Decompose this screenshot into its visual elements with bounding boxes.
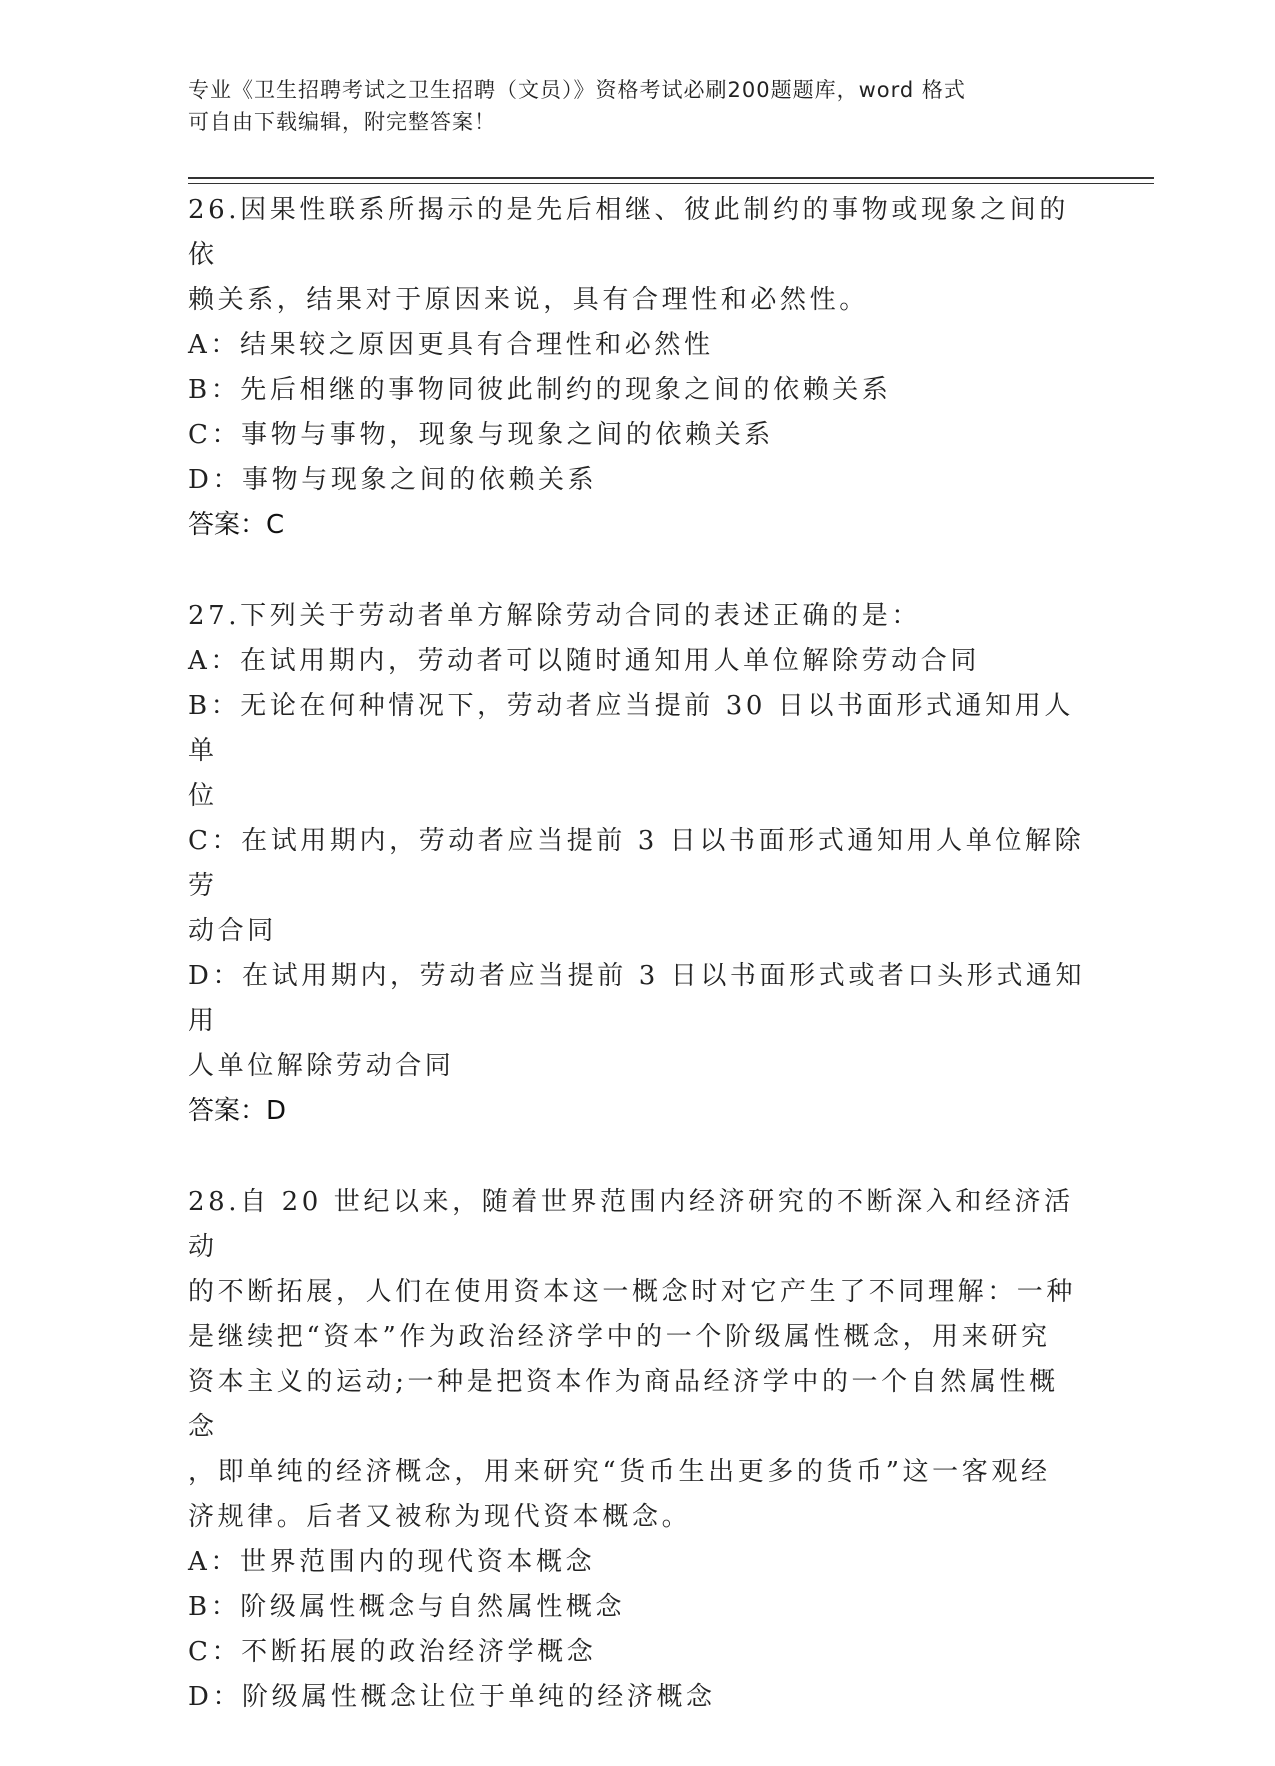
document-header xyxy=(188,74,1068,138)
option-c: C：事物与事物，现象与现象之间的依赖关系 xyxy=(188,420,774,450)
option-b: B：阶级属性概念与自然属性概念 xyxy=(188,1592,626,1622)
question-stem-line: ，即单纯的经济概念，用来研究“货币生出更多的货币”这一客观经 xyxy=(188,1457,1051,1487)
question-list xyxy=(188,188,1088,1766)
option-b: B：无论在何种情况下，劳动者应当提前 30 日以书面形式通知用人单 xyxy=(188,691,1074,766)
question-stem-line: 是继续把“资本”作为政治经济学中的一个阶级属性概念，用来研究 xyxy=(188,1322,1051,1352)
option-d: D：事物与现象之间的依赖关系 xyxy=(188,465,598,495)
question-stem-line: 28.自 20 世纪以来，随着世界范围内经济研究的不断深入和经济活动 xyxy=(188,1187,1074,1262)
option-a: A：在试用期内，劳动者可以随时通知用人单位解除劳动合同 xyxy=(188,646,980,676)
option-b-continued: 位 xyxy=(188,781,218,811)
option-c: C：在试用期内，劳动者应当提前 3 日以书面形式通知用人单位解除劳 xyxy=(188,826,1085,901)
question-stem-line: 济规律。后者又被称为现代资本概念。 xyxy=(188,1502,692,1532)
question-stem-line: 的不断拓展，人们在使用资本这一概念时对它产生了不同理解：一种 xyxy=(188,1277,1077,1307)
header-line-1: 专业《卫生招聘考试之卫生招聘（文员）》资格考试必刷200题题库，word 格式 xyxy=(188,78,966,102)
question-27 xyxy=(188,594,1088,1134)
option-b: B：先后相继的事物同彼此制约的现象之间的依赖关系 xyxy=(188,375,892,405)
option-a: A：世界范围内的现代资本概念 xyxy=(188,1547,596,1577)
question-stem-line: 26.因果性联系所揭示的是先后相继、彼此制约的事物或现象之间的依 xyxy=(188,195,1069,270)
header-line-2: 可自由下载编辑，附完整答案！ xyxy=(188,110,496,134)
question-28 xyxy=(188,1180,1088,1720)
option-a: A：结果较之原因更具有合理性和必然性 xyxy=(188,330,714,360)
answer-line: 答案：C xyxy=(188,510,285,540)
answer-line: 答案：D xyxy=(188,1096,287,1126)
question-stem-line: 资本主义的运动;一种是把资本作为商品经济学中的一个自然属性概念 xyxy=(188,1367,1059,1442)
question-26 xyxy=(188,188,1088,548)
header-rule-thick xyxy=(188,177,1154,179)
option-c: C：不断拓展的政治经济学概念 xyxy=(188,1637,597,1667)
option-d: D：在试用期内，劳动者应当提前 3 日以书面形式或者口头形式通知用 xyxy=(188,961,1086,1036)
question-stem-line: 27.下列关于劳动者单方解除劳动合同的表述正确的是： xyxy=(188,601,921,631)
option-d: D：阶级属性概念让位于单纯的经济概念 xyxy=(188,1682,716,1712)
question-stem-line: 赖关系，结果对于原因来说，具有合理性和必然性。 xyxy=(188,285,869,315)
header-rule-thin xyxy=(188,183,1154,184)
option-d-continued: 人单位解除劳动合同 xyxy=(188,1051,455,1081)
option-c-continued: 动合同 xyxy=(188,916,277,946)
